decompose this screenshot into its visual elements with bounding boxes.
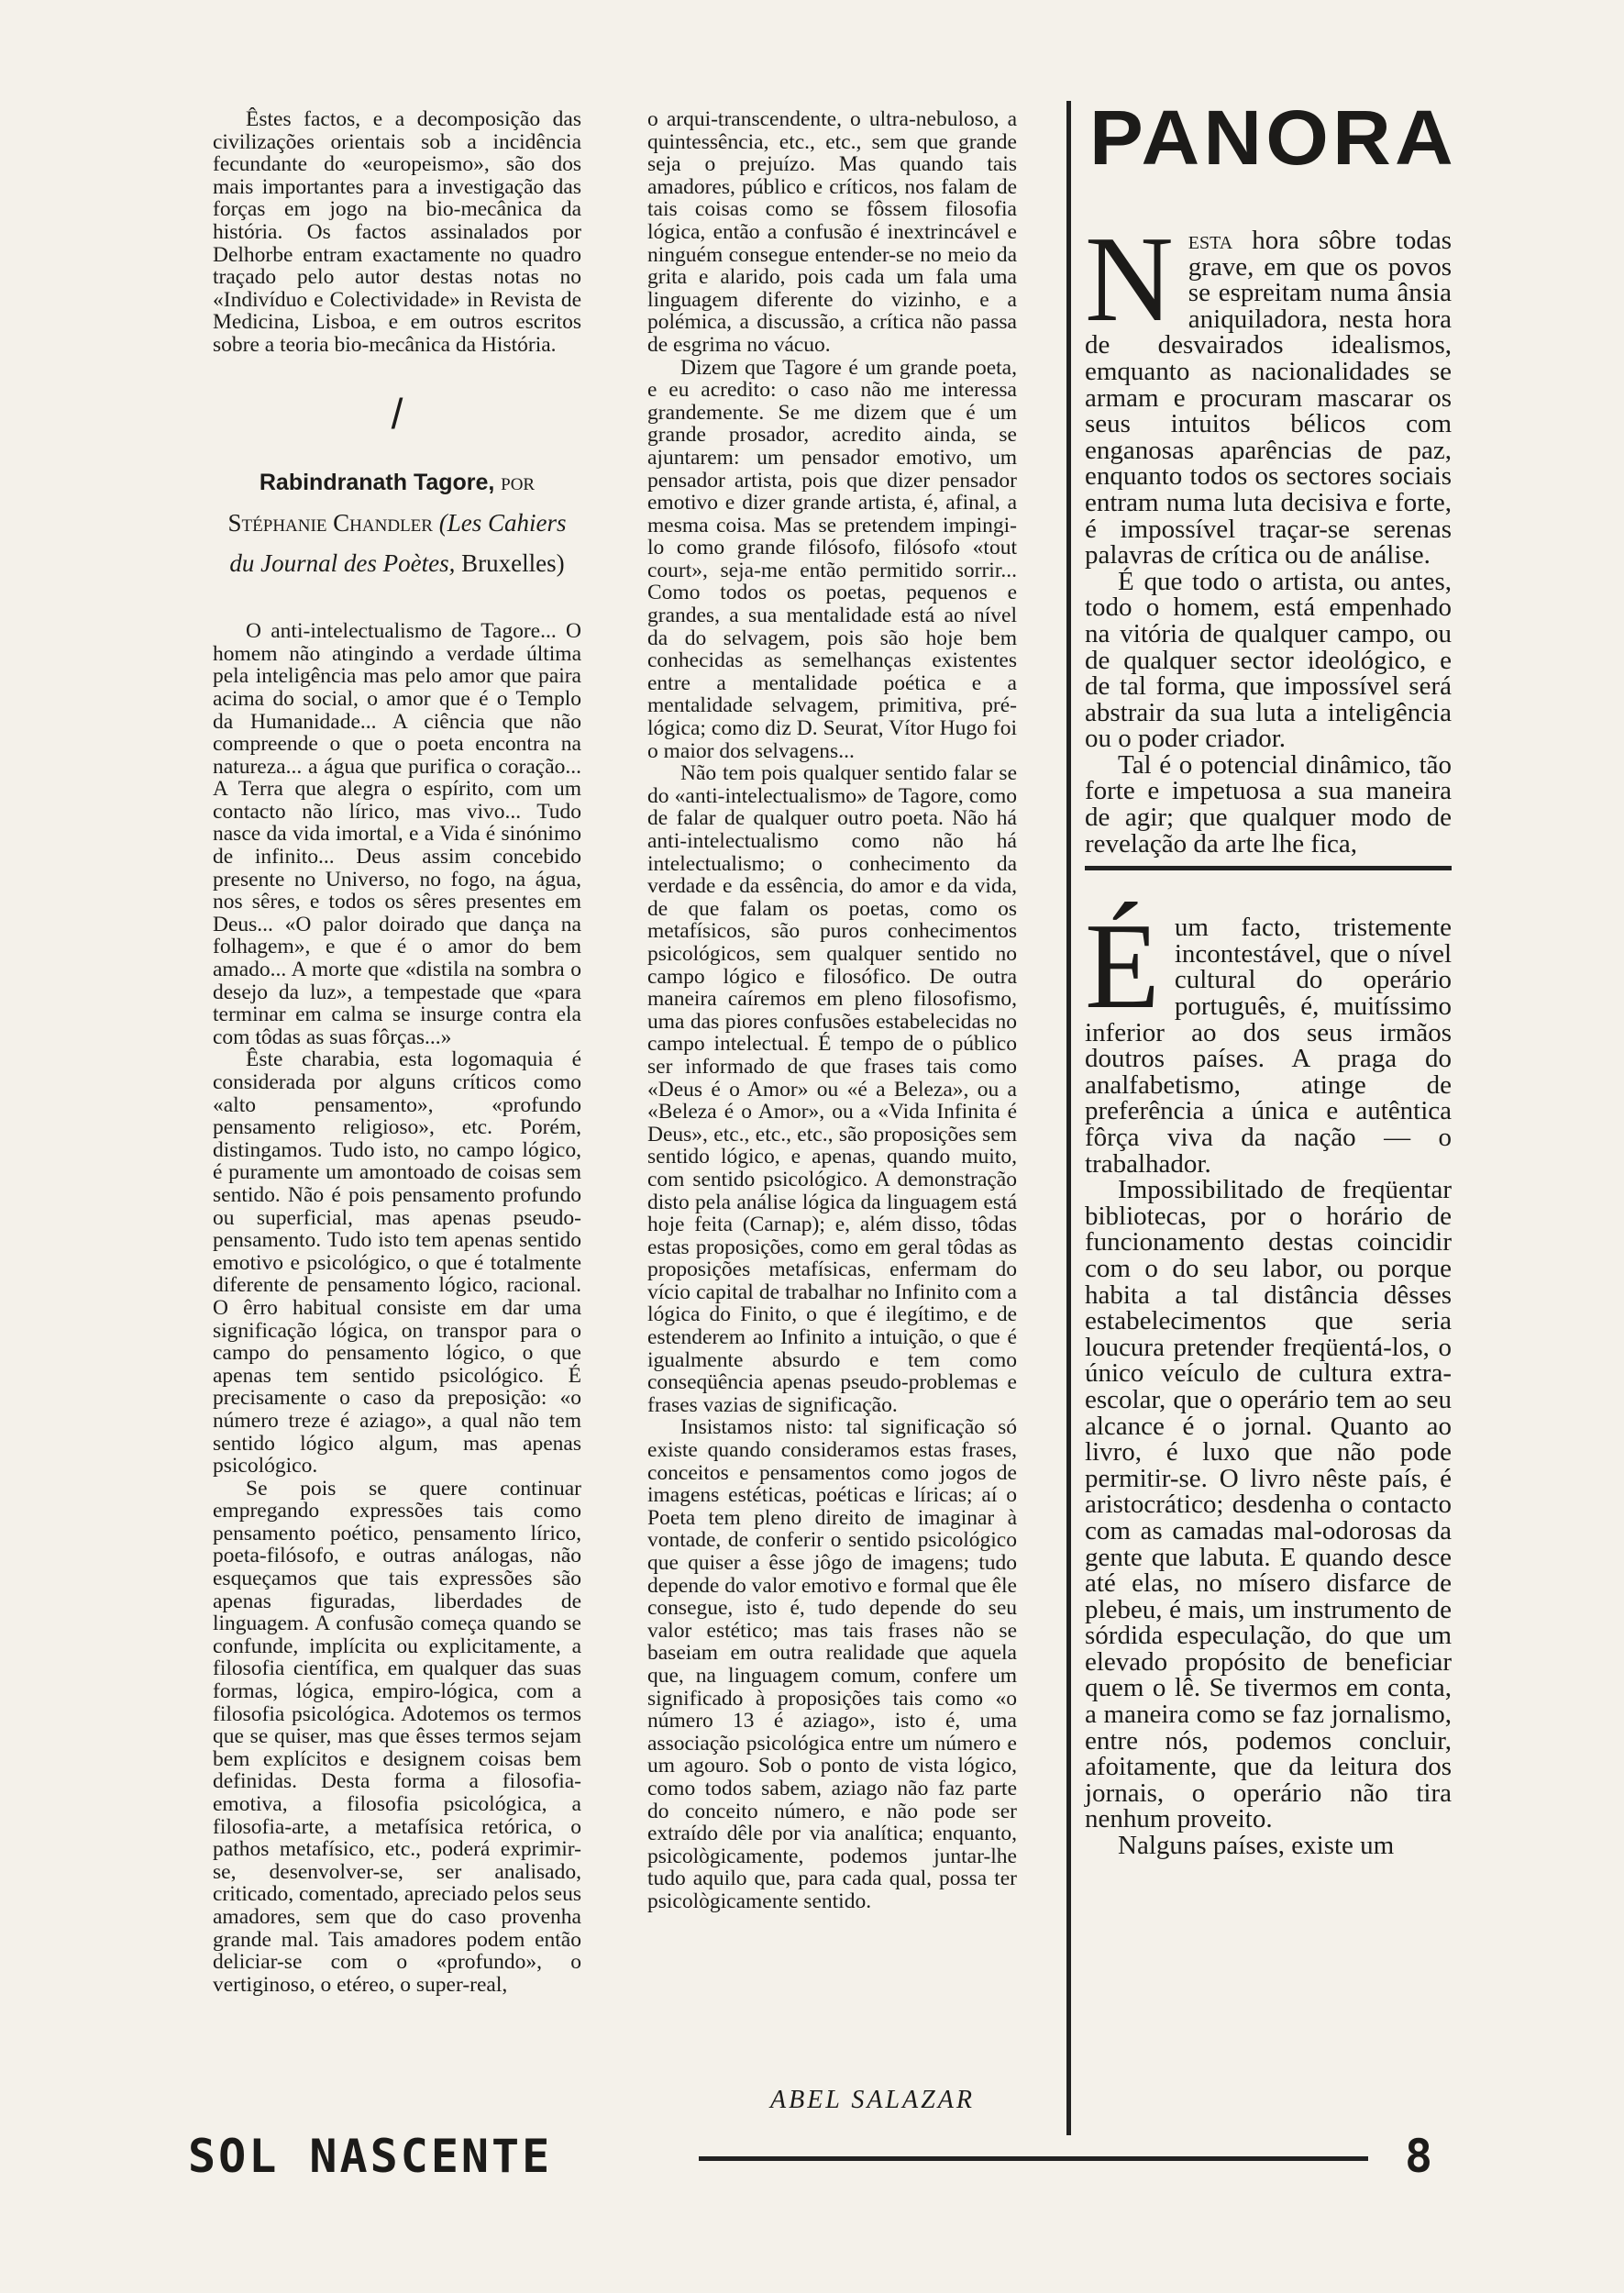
review-author: Stéphanie Chandler — [227, 509, 433, 537]
paragraph: o arqui-transcendente, o ultra-nebuloso, a quintessência, etc., etc., sem que grande seja o prejuízo. Mas quando tais amadores, público e críticos, nos falam de tais coisas como se fôssem filosofia lógica, então a confusão é inextrincável e ninguém consegue entender-se no meio da grita e alarido, pois cada um fala uma linguagem diferente do vizinho, e a polémica, a discussão, a crítica não passa de esgrima no vácuo. — [647, 107, 1017, 357]
review-city: Bruxelles) — [461, 549, 565, 578]
paragraph: Se pois se quere continuar empregando expressões tais como pensamento poético, pensamento lírico, poeta-filósofo, e outras análogas, não esqueçamos que tais expressões são apenas figuradas, liberdades de linguagem. A confusão começa quando se confunde, implícita ou explicitamente, a filosofia científica, em qualquer das suas formas, lógica, empiro-lógica, com a filosofia psicológica. Adotemos os termos que se quiser, mas que êsses termos sejam bem explícitos e designem coisas bem definidas. Desta forma a filosofia-emotiva, a filosofia psicológica, a filosofia-arte, a metafísica retórica, o pathos metafísico, etc., poderá exprimir-se, desenvolver-se, ser analisado, criticado, comentado, apreciado pelos seus amadores, sem que do caso provenha grande mal. Tais amadores podem então deliciar-se com o «profundo», o vertiginoso, o etéreo, o super-real, — [213, 1476, 581, 1997]
review-publication: (Les Cahiers du Journal des Poètes, — [229, 509, 567, 578]
paragraph: Não tem pois qualquer sentido falar se do «anti-intelectualismo» de Tagore, como de falar de qualquer outro poeta. Não há anti-intelectualismo como não há intelectualismo; o conhecimento da verdade e da essência, do amor e da vida, de que falam os poetas, como os metafísicos, são puros conhecimentos psicológicos, sem qualquer sentido no campo lógico e filosófico. De outra maneira caíremos em pleno filosofismo, uma das piores confusões estabelecidas no campo intelectual. É tempo de o público ser informado de que frases tais como «Deus é o Amor» ou «é a Beleza», ou a «Beleza é o Amor», ou a «Vida Infinita é Deus», etc., etc., etc., são proposições sem sentido lógico, e apenas, quando muito, com sentido psicológico. A demonstração disto pela análise lógica da linguagem está hoje feita (Carnap); e, além disso, tôdas estas proposições, como em geral tôdas as proposições metafísicas, enfermam do vício capital de trabalhar no Infinito com a lógica do Finito, o que é ilegítimo, e de estenderem ao Infinito a intuição, o que é igualmente absurdo e tem como conseqüência apenas pseudo-problemas e frases vazias de significação. — [647, 761, 1017, 1417]
paragraph: O anti-intelectualismo de Tagore... O homem não atingindo a verdade última pela inteligência mas pelo amor que paira acima do social, o amor que é o Templo da Humanidade... A ciência que não compreende o que o poeta encontra na natureza... a água que purifica o coração... A Terra que alegra o espírito, com um contacto não lírico, mas vivo... Tudo nasce da vida imortal, e a Vida é sinónimo de infinito... Deus assim concebido presente no Universo, no fogo, na água, nos sêres, e todos os sêres presentes em Deus... «O palor doirado que dança na folhagem», e que é o amor do bem amado... A morte que «distila na sombra o desejo da luz», a tempestade que «para terminar em calma se insurge contra ela com tôdas as suas fôrças...» — [213, 619, 581, 1049]
drop-cap: É — [1085, 898, 1160, 1035]
footer-rule — [699, 2156, 1368, 2161]
section-divider-slash: / — [391, 389, 403, 438]
paragraph: Impossibilitado de freqüentar bibliotecas, por o horário de funcionamento destas coincidir com o do seu labor, ou porque habita a tal distância dêsses estabelecimentos que seria loucura pretender freqüentá-los, o único veículo de cultura extra-escolar, que o operário tem ao seu alcance é o jornal. Quanto ao livro, é luxo que não pode permitir-se. O livro nêste país, é aristocrático; desdenha o contacto com as camadas mal-odorosas da gente que labuta. E quando desce até elas, no mísero disfarce de plebeu, é mais, um instrumento de sórdida especulação, do que um elevado propósito de beneficiar quem o lê. Se tivermos em conta, a maneira como se faz jornalismo, entre nós, podemos concluir, afoitamente, que da leitura dos jornais, o operário não tira nenhum proveito. — [1085, 1175, 1452, 1834]
section-rule — [1085, 866, 1452, 870]
paragraph-text: um facto, tristemente incontestável, que o nível cultural do operário português, é, muitíssimo inferior ao dos seus irmãos doutros países. A praga do analfabetismo, atinge de preferência a única e autêntica fôrça viva da nação — o trabalhador. — [1085, 913, 1452, 1179]
column-middle — [647, 108, 1017, 1913]
column-left — [213, 108, 581, 1996]
panorama-masthead: PANORA — [1089, 94, 1457, 181]
paragraph: Êstes factos, e a decomposição das civilizações orientais sob a incidência fecundante do «europeismo», são dos mais importantes para a investigação das forças em jogo na bio-mecânica da história. Os factos assinalados por Delhorbe entram exactamente no quadro traçado pelo autor destas notas no «Indivíduo e Colectividade» in Revista de Medicina, Lisboa, e em outros escritos sobre a teoria bio-mecânica da História. — [213, 107, 581, 357]
paragraph: Tal é o potencial dinâmico, tão forte e impetuosa a sua maneira de agir; que qualquer modo de revelação da arte lhe fica, — [1085, 749, 1452, 858]
paragraph: Nalguns países, existe um — [1118, 1831, 1395, 1861]
vertical-rule — [1066, 101, 1071, 2135]
paragraph: Êste charabia, esta logomaquia é considerada por alguns críticos como «alto pensamento», «profundo pensamento religioso», etc. Porém, distingamos. Tudo isto, no campo lógico, é puramente um amontoado de coisas sem sentido. Não é pois pensamento profundo ou superficial, mas apenas pseudo-pensamento. Tudo isto tem apenas sentido emotivo e psicológico, o que é totalmente diferente de pensamento lógico, racional. O êrro habitual consiste em dar uma significação lógica, on transpor para o campo do pensamento lógico, o que apenas tem sentido psicológico. É precisamente o caso da preposição: «o número treze é aziago», a qual não tem sentido lógico algum, mas apenas psicológico. — [213, 1047, 581, 1479]
paragraph: Insistamos nisto: tal significação só existe quando consideramos estas frases, conceitos e pensamentos como jogos de imagens estéticas, poéticas e líricas; aí o Poeta tem pleno direito de imaginar à vontade, de conferir o sentido psicológico que quiser a êsse jôgo de imagens; tudo depende do valor emotivo e formal que êle consegue, isto é, tudo depende do seu valor estético; mas tais frases não se baseiam em outra realidade que aquela que, na linguagem comum, confere um significado à proposições tais como «o número 13 é aziago», isto é, uma associação psicológica entre um número e um agouro. Sob o ponto de vista lógico, como todos sabem, aziago não faz parte do conceito número, e não pode ser extraído dêle por via analítica; enquanto, psicològicamente, podemos juntar-lhe tudo aquilo que, para cada qual, possa ter psicològicamente sentido. — [647, 1415, 1017, 1913]
page-number: 8 — [1405, 2130, 1433, 2183]
review-subject: Rabindranath Tagore, — [259, 470, 495, 496]
paragraph: É que todo o artista, ou antes, todo o homem, está empenhado na vitória de qualquer campo, ou de qualquer sector ideológico, e de tal forma, que impossível será abstrair da sua luta a inteligência ou o poder criador. — [1085, 566, 1452, 754]
lead-word: esta — [1188, 226, 1233, 255]
paragraph — [1085, 898, 1452, 1179]
publication-title: SOL NASCENTE — [188, 2130, 553, 2183]
review-heading — [213, 461, 581, 583]
paragraph-text: hora sôbre todas grave, em que os povos se espreitam numa ânsia aniquiladora, nesta hora de desvairados idealismos, emquanto as nacionalidades se armam e procuram mascarar os seus intuitos bélicos com enganosas aparências de paz, enquanto todos os sectores sociais entram numa luta decisiva e forte, é impossível traçar-se serenas palavras de crítica ou de análise. — [1085, 226, 1453, 570]
author-signature: ABEL SALAZAR — [770, 2086, 975, 2114]
paragraph — [1085, 211, 1453, 570]
review-por: por — [501, 468, 536, 496]
column-right — [1085, 211, 1453, 1861]
drop-cap: N — [1085, 211, 1174, 347]
paragraph: Dizem que Tagore é um grande poeta, e eu acredito: o caso não me interessa grandemente. Se me dizem que é um grande prosador, acredito ainda, se ajuntarem: um pensador emotivo, um pensador artista, pois que dizer pensador emotivo e dizer grande artista, é, afinal, a mesma coisa. Mas se pretendem impingi-lo como grande filósofo, filósofo «tout court», seja-me então permitido sorrir... Como todos os poetas, pequenos e grandes, a sua mentalidade está ao nível da do selvagem, pois são hoje bem conhecidas as semelhanças existentes entre a mentalidade poética e a mentalidade selvagem, primitiva, pré-lógica; como diz D. Seurat, Vítor Hugo foi o maior dos selvagens... — [647, 355, 1017, 763]
